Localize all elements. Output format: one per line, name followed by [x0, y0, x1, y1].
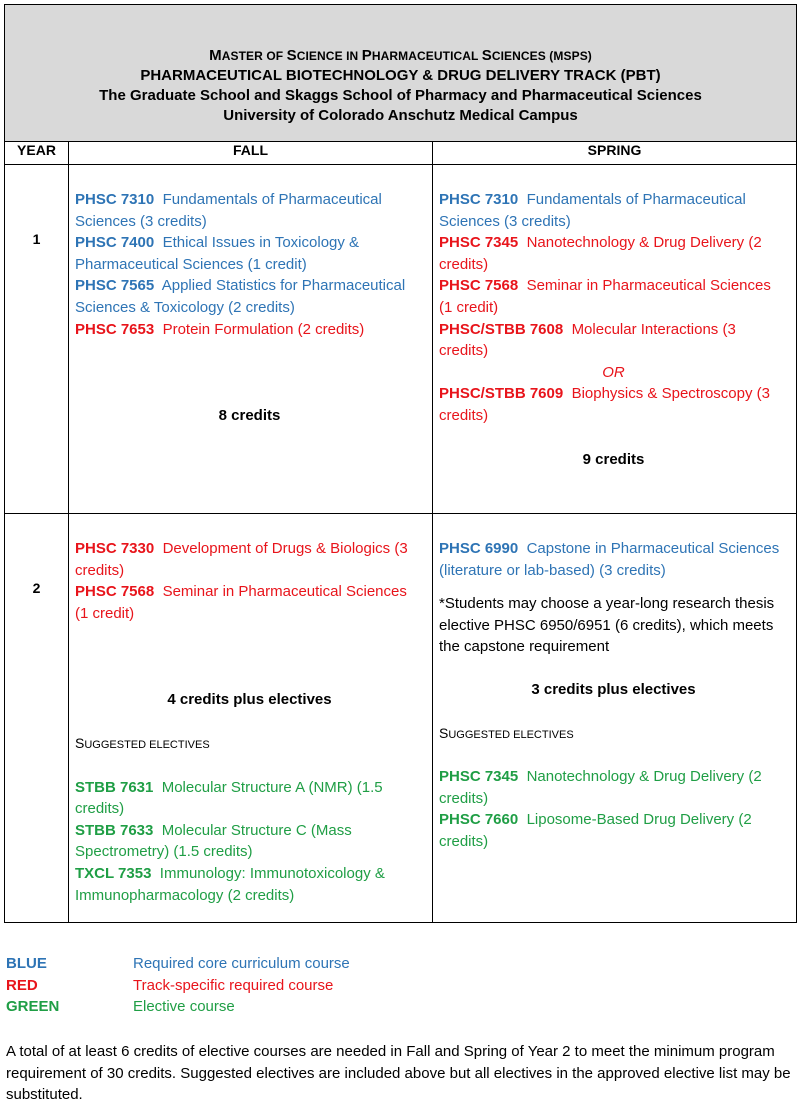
course-entry — [439, 809, 788, 852]
course-entry — [439, 189, 788, 232]
course-title: Nanotechnology & Drug Delivery (2 credits) — [439, 768, 762, 807]
year-2-fall-courses — [69, 514, 432, 906]
course-code: STBB 7631 — [75, 778, 154, 796]
year-2-label: 2 — [32, 580, 41, 596]
program-title: MASTER OF SCIENCE IN PHARMACEUTICAL SCIENCES (MSPS) — [209, 46, 592, 64]
spring-column-header: SPRING — [433, 142, 797, 165]
course-entry — [439, 766, 788, 809]
course-title: Fundamentals of Pharmaceutical Sciences (3 credits) — [439, 191, 746, 230]
school-name: The Graduate School and Skaggs School of Pharmacy and Pharmaceutical Sciences — [99, 86, 702, 104]
footer-note: A total of at least 6 credits of elective courses are needed in Fall and Spring of Year 2 to meet the minimum program requirement of 30 credits. Suggested electives are included above but all electives in the approved elective list may be substituted. — [6, 1043, 791, 1104]
course-title: Protein Formulation (2 credits) — [162, 320, 365, 338]
course-code: PHSC 7345 — [439, 234, 519, 252]
course-code: PHSC 7310 — [439, 191, 519, 208]
year-column-header: YEAR — [5, 142, 69, 165]
course-title: Molecular Interactions (3 credits) — [439, 320, 736, 360]
year-2-fall-cell — [69, 514, 433, 923]
legend-key: RED — [6, 976, 38, 994]
capstone-note: *Students may choose a year-long research thesis elective PHSC 6950/6951 (6 credits), which meets the capstone requirement — [439, 595, 775, 656]
course-code: PHSC/STBB 7609 — [439, 385, 564, 403]
course-entry — [75, 863, 424, 906]
year-1-spring-credits: 9 credits — [582, 450, 645, 468]
course-code: PHSC 7400 — [75, 234, 155, 252]
fall-column-header: FALL — [69, 142, 433, 165]
course-entry — [75, 232, 424, 275]
course-entry — [439, 232, 788, 275]
course-code: PHSC 6990 — [439, 540, 519, 557]
legend-text: Track-specific required course — [133, 976, 334, 994]
legend-text: Required core curriculum course — [133, 955, 350, 972]
course-code: PHSC 7565 — [75, 277, 155, 295]
year-1-fall-credits: 8 credits — [218, 407, 281, 425]
course-code: PHSC 7330 — [75, 540, 155, 557]
suggested-electives-heading: SUGGESTED ELECTIVES — [439, 724, 574, 741]
legend-text: Elective course — [133, 998, 235, 1015]
course-entry — [75, 319, 424, 341]
course-code: PHSC 7345 — [439, 768, 519, 786]
course-title: Ethical Issues in Toxicology & Pharmaceutical Sciences (1 credit) — [75, 234, 360, 273]
course-title: Fundamentals of Pharmaceutical Sciences (3 credits) — [75, 191, 382, 230]
course-entry — [75, 538, 424, 581]
year-1-label: 1 — [32, 231, 41, 247]
legend-key: BLUE — [6, 955, 47, 972]
course-entry — [439, 319, 788, 362]
course-entry — [75, 189, 424, 232]
course-title: Development of Drugs & Biologics (3 credits) — [75, 540, 408, 579]
course-title: Molecular Structure A (NMR) (1.5 credits) — [75, 778, 383, 818]
course-code: PHSC 7653 — [75, 320, 155, 338]
campus-name: University of Colorado Anschutz Medical Campus — [223, 106, 578, 124]
course-code: STBB 7633 — [75, 821, 154, 839]
course-entry — [75, 275, 424, 318]
course-entry — [75, 820, 424, 863]
course-title: Seminar in Pharmaceutical Sciences (1 credit) — [439, 277, 771, 316]
course-code: PHSC 7660 — [439, 811, 519, 829]
curriculum-table — [4, 4, 797, 923]
year-1-spring-courses — [433, 165, 796, 470]
course-title: Seminar in Pharmaceutical Sciences (1 credit) — [75, 583, 407, 622]
year-2-spring-cell — [433, 514, 797, 923]
year-2-fall-credits: 4 credits plus electives — [167, 691, 332, 709]
year-2-spring-credits: 3 credits plus electives — [531, 680, 696, 698]
course-entry — [439, 383, 788, 426]
year-2-spring-courses — [433, 514, 796, 853]
year-1-cell — [5, 165, 69, 514]
legend-row — [6, 975, 350, 997]
course-code: PHSC 7568 — [75, 583, 155, 601]
course-title: Immunology: Immunotoxicology & Immunopharmacology (2 credits) — [75, 864, 385, 904]
course-entry — [439, 538, 788, 581]
legend-key: GREEN — [6, 998, 60, 1015]
legend-row — [6, 996, 350, 1018]
course-title: Molecular Structure C (Mass Spectrometry) (1.5 credits) — [75, 821, 352, 861]
year-1-spring-cell — [433, 165, 797, 514]
course-title: Applied Statistics for Pharmaceutical Sciences & Toxicology (2 credits) — [75, 277, 406, 316]
year-1-fall-cell — [69, 165, 433, 514]
course-entry — [75, 581, 424, 624]
or-separator: OR — [602, 363, 625, 381]
course-code: TXCL 7353 — [75, 864, 152, 882]
course-entry — [75, 777, 424, 820]
suggested-electives-heading: SUGGESTED ELECTIVES — [75, 734, 210, 751]
course-code: PHSC 7310 — [75, 191, 155, 208]
track-title: PHARMACEUTICAL BIOTECHNOLOGY & DRUG DELIVERY TRACK (PBT) — [140, 66, 661, 84]
course-code: PHSC 7568 — [439, 277, 519, 295]
course-title: Liposome-Based Drug Delivery (2 credits) — [439, 811, 752, 850]
course-title: Biophysics & Spectroscopy (3 credits) — [439, 385, 770, 424]
color-legend — [6, 953, 350, 1018]
header-block — [5, 5, 797, 142]
course-title: Nanotechnology & Drug Delivery (2 credits) — [439, 234, 762, 273]
legend-row — [6, 953, 350, 975]
course-entry — [439, 275, 788, 318]
year-2-cell — [5, 514, 69, 923]
year-1-fall-courses — [69, 165, 432, 427]
course-title: Capstone in Pharmaceutical Sciences (literature or lab-based) (3 credits) — [439, 540, 780, 579]
course-code: PHSC/STBB 7608 — [439, 320, 564, 338]
